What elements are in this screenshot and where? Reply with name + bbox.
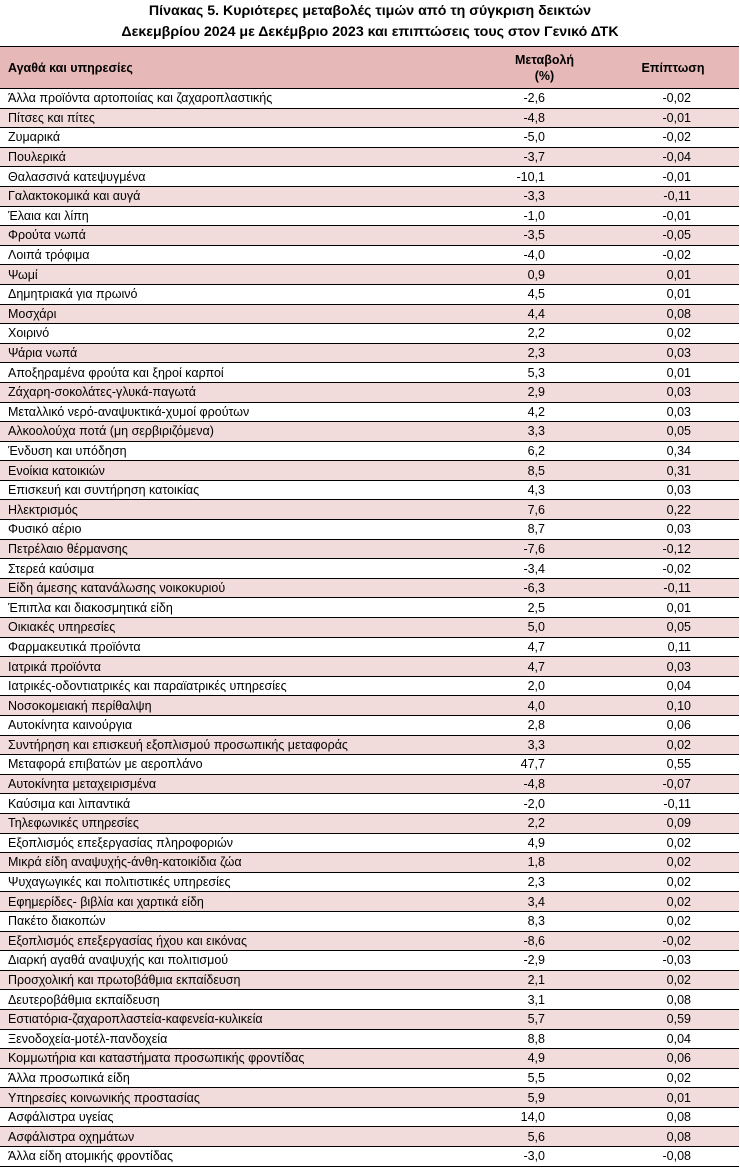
row-effect-value: -0,02 [607, 931, 739, 951]
row-change-value: 8,3 [462, 911, 607, 931]
table-title-line-2: Δεκεμβρίου 2024 με Δεκέμβριο 2023 και επιπτώσεις τους στον Γενικό ΔΤΚ [121, 24, 619, 40]
row-effect-value: 0,03 [607, 382, 739, 402]
row-effect-value: 0,59 [607, 1009, 739, 1029]
table-row [0, 226, 739, 246]
row-change-value: 4,2 [462, 402, 607, 422]
row-item-name: Ξενοδοχεία-μοτέλ-πανδοχεία [0, 1029, 462, 1049]
row-item-name: Ψωμί [0, 265, 462, 285]
table-row [0, 598, 739, 618]
row-item-name: Εξοπλισμός επεξεργασίας πληροφοριών [0, 833, 462, 853]
row-item-name: Ιατρικά προϊόντα [0, 657, 462, 677]
row-item-name: Ενοίκια κατοικιών [0, 461, 462, 481]
row-item-name: Φρούτα νωπά [0, 226, 462, 246]
row-item-name: Ψυχαγωγικές και πολιτιστικές υπηρεσίες [0, 872, 462, 892]
row-item-name: Φαρμακευτικά προϊόντα [0, 637, 462, 657]
row-effect-value: 0,22 [607, 500, 739, 520]
row-change-value: 2,3 [462, 343, 607, 363]
table-row [0, 186, 739, 206]
row-item-name: Ασφάλιστρα οχημάτων [0, 1127, 462, 1147]
table-row [0, 147, 739, 167]
row-item-name: Προσχολική και πρωτοβάθμια εκπαίδευση [0, 970, 462, 990]
row-change-value: 7,6 [462, 500, 607, 520]
row-effect-value: 0,04 [607, 676, 739, 696]
row-change-value: -2,9 [462, 951, 607, 971]
row-item-name: Χοιρινό [0, 324, 462, 344]
table-row [0, 539, 739, 559]
table-row [0, 284, 739, 304]
row-effect-value: -0,12 [607, 539, 739, 559]
table-row [0, 892, 739, 912]
row-effect-value: -0,04 [607, 147, 739, 167]
table-row [0, 911, 739, 931]
table-row [0, 813, 739, 833]
row-item-name: Καύσιμα και λιπαντικά [0, 794, 462, 814]
row-item-name: Μικρά είδη αναψυχής-άνθη-κατοικίδια ζώα [0, 853, 462, 873]
table-row [0, 676, 739, 696]
row-change-value: -3,4 [462, 559, 607, 579]
row-change-value: 4,3 [462, 480, 607, 500]
row-item-name: Δευτεροβάθμια εκπαίδευση [0, 990, 462, 1010]
row-effect-value: -0,05 [607, 226, 739, 246]
row-effect-value: -0,07 [607, 774, 739, 794]
row-item-name: Αυτοκίνητα μεταχειρισμένα [0, 774, 462, 794]
row-effect-value: 0,10 [607, 696, 739, 716]
row-change-value: -8,6 [462, 931, 607, 951]
table-row [0, 1068, 739, 1088]
row-change-value: 3,4 [462, 892, 607, 912]
row-item-name: Πακέτο διακοπών [0, 911, 462, 931]
row-effect-value: -0,08 [607, 1147, 739, 1167]
table-row [0, 1009, 739, 1029]
row-effect-value: 0,06 [607, 1049, 739, 1069]
row-item-name: Φυσικό αέριο [0, 520, 462, 540]
row-effect-value: 0,05 [607, 618, 739, 638]
row-change-value: -4,8 [462, 108, 607, 128]
row-change-value: 4,5 [462, 284, 607, 304]
row-change-value: 3,3 [462, 735, 607, 755]
row-change-value: 5,7 [462, 1009, 607, 1029]
row-item-name: Λοιπά τρόφιμα [0, 245, 462, 265]
row-change-value: -4,0 [462, 245, 607, 265]
table-row [0, 108, 739, 128]
row-change-value: -10,1 [462, 167, 607, 187]
row-change-value: -5,0 [462, 128, 607, 148]
row-effect-value: -0,02 [607, 128, 739, 148]
row-item-name: Υπηρεσίες κοινωνικής προστασίας [0, 1088, 462, 1108]
row-change-value: 14,0 [462, 1107, 607, 1127]
row-change-value: 4,9 [462, 833, 607, 853]
table-row [0, 304, 739, 324]
table-row [0, 755, 739, 775]
row-effect-value: 0,02 [607, 872, 739, 892]
row-change-value: 1,8 [462, 853, 607, 873]
row-item-name: Ζυμαρικά [0, 128, 462, 148]
row-effect-value: 0,02 [607, 853, 739, 873]
row-effect-value: 0,01 [607, 1088, 739, 1108]
table-row [0, 343, 739, 363]
table-row [0, 1147, 739, 1167]
row-change-value: -4,8 [462, 774, 607, 794]
row-item-name: Μεταφορά επιβατών με αεροπλάνο [0, 755, 462, 775]
row-change-value: 3,1 [462, 990, 607, 1010]
row-item-name: Άλλα είδη ατομικής φροντίδας [0, 1147, 462, 1167]
row-effect-value: -0,01 [607, 167, 739, 187]
row-change-value: 0,9 [462, 265, 607, 285]
row-item-name: Ασφάλιστρα υγείας [0, 1107, 462, 1127]
row-change-value: -2,6 [462, 89, 607, 109]
row-item-name: Αλκοολούχα ποτά (μη σερβιριζόμενα) [0, 422, 462, 442]
table-row [0, 441, 739, 461]
table-row [0, 245, 739, 265]
row-effect-value: 0,08 [607, 1107, 739, 1127]
row-change-value: -2,0 [462, 794, 607, 814]
row-item-name: Διαρκή αγαθά αναψυχής και πολιτισμού [0, 951, 462, 971]
row-item-name: Άλλα προϊόντα αρτοποιίας και ζαχαροπλαστικής [0, 89, 462, 109]
header-change [462, 47, 607, 89]
row-effect-value: 0,03 [607, 657, 739, 677]
table-row [0, 363, 739, 383]
row-change-value: -3,5 [462, 226, 607, 246]
row-change-value: -6,3 [462, 578, 607, 598]
row-effect-value: 0,11 [607, 637, 739, 657]
table-row [0, 951, 739, 971]
table-row [0, 167, 739, 187]
row-change-value: -1,0 [462, 206, 607, 226]
row-item-name: Νοσοκομειακή περίθαλψη [0, 696, 462, 716]
row-effect-value: 0,08 [607, 304, 739, 324]
table-row [0, 1088, 739, 1108]
row-change-value: 4,7 [462, 657, 607, 677]
row-item-name: Αποξηραμένα φρούτα και ξηροί καρποί [0, 363, 462, 383]
row-item-name: Κομμωτήρια και καταστήματα προσωπικής φροντίδας [0, 1049, 462, 1069]
row-change-value: 5,0 [462, 618, 607, 638]
row-change-value: 3,3 [462, 422, 607, 442]
table-row [0, 1049, 739, 1069]
row-effect-value: -0,01 [607, 108, 739, 128]
table-row [0, 559, 739, 579]
row-effect-value: 0,01 [607, 363, 739, 383]
row-change-value: 2,3 [462, 872, 607, 892]
row-effect-value: 0,02 [607, 833, 739, 853]
table-row [0, 794, 739, 814]
row-effect-value: -0,02 [607, 245, 739, 265]
table-row [0, 324, 739, 344]
header-effect: Επίπτωση [607, 47, 739, 89]
row-change-value: 2,2 [462, 324, 607, 344]
table-row [0, 931, 739, 951]
row-effect-value: 0,02 [607, 911, 739, 931]
row-change-value: -3,7 [462, 147, 607, 167]
table-row [0, 1107, 739, 1127]
row-change-value: 5,5 [462, 1068, 607, 1088]
row-effect-value: 0,31 [607, 461, 739, 481]
row-item-name: Μοσχάρι [0, 304, 462, 324]
row-item-name: Ένδυση και υπόδηση [0, 441, 462, 461]
row-item-name: Μεταλλικό νερό-αναψυκτικά-χυμοί φρούτων [0, 402, 462, 422]
row-effect-value: 0,02 [607, 892, 739, 912]
row-change-value: 2,0 [462, 676, 607, 696]
row-change-value: -3,3 [462, 186, 607, 206]
row-item-name: Δημητριακά για πρωινό [0, 284, 462, 304]
row-change-value: 47,7 [462, 755, 607, 775]
row-item-name: Εφημερίδες- βιβλία και χαρτικά είδη [0, 892, 462, 912]
table-row [0, 578, 739, 598]
table-row [0, 970, 739, 990]
table-row [0, 382, 739, 402]
table-body [0, 89, 739, 1167]
row-effect-value: 0,03 [607, 402, 739, 422]
row-effect-value: 0,03 [607, 520, 739, 540]
row-effect-value: -0,01 [607, 206, 739, 226]
table-title [0, 0, 740, 43]
table-row [0, 716, 739, 736]
table-row [0, 500, 739, 520]
table-title-line-1: Πίνακας 5. Κυριότερες μεταβολές τιμών από τη σύγκριση δεικτών [148, 3, 592, 19]
row-change-value: 2,9 [462, 382, 607, 402]
row-effect-value: -0,02 [607, 559, 739, 579]
row-change-value: 4,9 [462, 1049, 607, 1069]
row-change-value: 5,3 [462, 363, 607, 383]
table-row [0, 833, 739, 853]
table-row [0, 128, 739, 148]
table-header-row [0, 47, 739, 89]
row-effect-value: -0,11 [607, 794, 739, 814]
row-change-value: 2,8 [462, 716, 607, 736]
table-row [0, 872, 739, 892]
row-change-value: 4,0 [462, 696, 607, 716]
row-effect-value: 0,02 [607, 324, 739, 344]
row-effect-value: 0,01 [607, 598, 739, 618]
row-change-value: 6,2 [462, 441, 607, 461]
row-effect-value: -0,02 [607, 89, 739, 109]
row-change-value: 8,8 [462, 1029, 607, 1049]
row-item-name: Εστιατόρια-ζαχαροπλαστεία-καφενεία-κυλικεία [0, 1009, 462, 1029]
table-row [0, 422, 739, 442]
table-row [0, 402, 739, 422]
row-effect-value: 0,01 [607, 284, 739, 304]
header-change-label: Μεταβολή [514, 52, 575, 67]
table-row [0, 89, 739, 109]
row-item-name: Εξοπλισμός επεξεργασίας ήχου και εικόνας [0, 931, 462, 951]
row-item-name: Πίτσες και πίτες [0, 108, 462, 128]
table-row [0, 520, 739, 540]
row-change-value: 8,5 [462, 461, 607, 481]
row-change-value: -3,0 [462, 1147, 607, 1167]
table-row [0, 461, 739, 481]
row-item-name: Οικιακές υπηρεσίες [0, 618, 462, 638]
row-item-name: Έλαια και λίπη [0, 206, 462, 226]
row-item-name: Ψάρια νωπά [0, 343, 462, 363]
row-change-value: -7,6 [462, 539, 607, 559]
row-item-name: Ιατρικές-οδοντιατρικές και παραϊατρικές υπηρεσίες [0, 676, 462, 696]
row-change-value: 2,5 [462, 598, 607, 618]
row-item-name: Τηλεφωνικές υπηρεσίες [0, 813, 462, 833]
table-row [0, 853, 739, 873]
row-change-value: 4,7 [462, 637, 607, 657]
row-effect-value: 0,08 [607, 1127, 739, 1147]
price-changes-table [0, 46, 739, 1167]
row-item-name: Στερεά καύσιμα [0, 559, 462, 579]
row-change-value: 5,6 [462, 1127, 607, 1147]
row-item-name: Ζάχαρη-σοκολάτες-γλυκά-παγωτά [0, 382, 462, 402]
row-item-name: Είδη άμεσης κατανάλωσης νοικοκυριού [0, 578, 462, 598]
table-row [0, 265, 739, 285]
row-item-name: Άλλα προσωπικά είδη [0, 1068, 462, 1088]
table-row [0, 696, 739, 716]
row-effect-value: 0,03 [607, 343, 739, 363]
header-change-unit: (%) [534, 68, 555, 83]
row-change-value: 5,9 [462, 1088, 607, 1108]
row-change-value: 2,2 [462, 813, 607, 833]
row-effect-value: 0,06 [607, 716, 739, 736]
row-item-name: Αυτοκίνητα καινούργια [0, 716, 462, 736]
row-effect-value: -0,11 [607, 186, 739, 206]
row-effect-value: 0,55 [607, 755, 739, 775]
header-goods-services: Αγαθά και υπηρεσίες [0, 47, 462, 89]
row-item-name: Γαλακτοκομικά και αυγά [0, 186, 462, 206]
row-item-name: Συντήρηση και επισκευή εξοπλισμού προσωπικής μεταφοράς [0, 735, 462, 755]
row-effect-value: 0,04 [607, 1029, 739, 1049]
row-item-name: Ηλεκτρισμός [0, 500, 462, 520]
table-row [0, 637, 739, 657]
table-row [0, 1029, 739, 1049]
row-effect-value: -0,11 [607, 578, 739, 598]
table-row [0, 774, 739, 794]
row-effect-value: 0,01 [607, 265, 739, 285]
table-row [0, 735, 739, 755]
row-item-name: Πουλερικά [0, 147, 462, 167]
table-row [0, 480, 739, 500]
row-change-value: 8,7 [462, 520, 607, 540]
row-change-value: 2,1 [462, 970, 607, 990]
row-effect-value: 0,02 [607, 735, 739, 755]
row-effect-value: 0,34 [607, 441, 739, 461]
table-row [0, 206, 739, 226]
row-item-name: Επισκευή και συντήρηση κατοικίας [0, 480, 462, 500]
row-effect-value: 0,05 [607, 422, 739, 442]
row-effect-value: 0,09 [607, 813, 739, 833]
table-row [0, 990, 739, 1010]
row-item-name: Πετρέλαιο θέρμανσης [0, 539, 462, 559]
row-effect-value: -0,03 [607, 951, 739, 971]
row-effect-value: 0,02 [607, 970, 739, 990]
row-item-name: Έπιπλα και διακοσμητικά είδη [0, 598, 462, 618]
row-effect-value: 0,08 [607, 990, 739, 1010]
row-change-value: 4,4 [462, 304, 607, 324]
table-row [0, 1127, 739, 1147]
row-effect-value: 0,02 [607, 1068, 739, 1088]
row-item-name: Θαλασσινά κατεψυγμένα [0, 167, 462, 187]
table-row [0, 657, 739, 677]
table-row [0, 618, 739, 638]
row-effect-value: 0,03 [607, 480, 739, 500]
